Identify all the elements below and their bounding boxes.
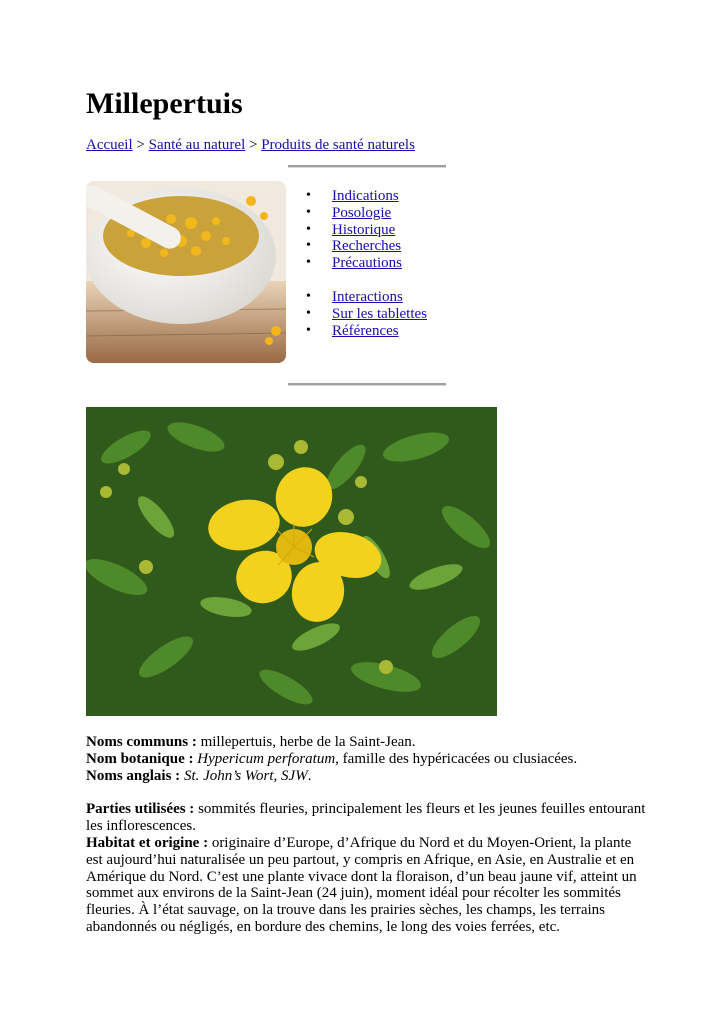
breadcrumb-link-accueil[interactable]: Accueil <box>86 137 133 153</box>
botanical-name-line <box>86 751 646 768</box>
habitat-line <box>86 835 646 936</box>
divider-top <box>288 165 446 168</box>
toc-item <box>306 222 402 239</box>
english-names-line <box>86 768 646 785</box>
habitat-label: Habitat et origine : <box>86 834 209 851</box>
toc-link-precautions[interactable]: Précautions <box>332 255 402 272</box>
toc-list-secondary <box>306 289 427 339</box>
english-names-label: Noms anglais : <box>86 767 181 784</box>
parts-used-value: sommités fleuries, principalement les fleurs et les jeunes feuilles entourant les inflorescences. <box>86 801 646 835</box>
toc-item <box>306 238 402 255</box>
botanical-name-rest: , famille des hypéricacées ou clusiacées. <box>335 750 578 767</box>
plant-info <box>86 734 646 936</box>
habitat-value: originaire d’Europe, d’Afrique du Nord et du Moyen-Orient, la plante est aujourd’hui naturalisée un peu partout, y compris en Afrique, en Asie, en Australie et en Amérique du Nord. C’est une plante vivace dont la floraison, d’un beau jaune vif, atteint un sommet aux environs de la Saint-Jean (24 juin), moment idéal pour récolter les sommités fleuries. À l’état sauvage, on la trouve dans les prairies sèches, les champs, les terrains abandonnés ou négligés, en bordure des chemins, le long des voies ferrées, etc. <box>86 834 637 935</box>
divider-bottom <box>288 383 446 386</box>
toc-list-primary <box>306 188 402 272</box>
breadcrumb-separator: > <box>136 137 145 153</box>
toc-link-tablettes[interactable]: Sur les tablettes <box>332 305 427 322</box>
toc-item <box>306 306 427 323</box>
common-names-value: millepertuis, herbe de la Saint-Jean. <box>200 734 416 750</box>
toc-item <box>306 188 402 205</box>
common-names-label: Noms communs : <box>86 734 197 750</box>
toc-link-historique[interactable]: Historique <box>332 221 396 238</box>
botanical-name-italic: Hypericum perforatum <box>197 750 336 767</box>
mortar-illustration <box>86 181 286 363</box>
flower-photo <box>86 407 497 716</box>
breadcrumb-link-sante[interactable]: Santé au naturel <box>148 137 246 153</box>
botanical-name-label: Nom botanique : <box>86 750 194 767</box>
toc-link-recherches[interactable]: Recherches <box>332 238 402 255</box>
toc-link-references[interactable]: Références <box>332 322 399 339</box>
toc-item <box>306 205 402 222</box>
parts-used-line <box>86 801 646 835</box>
mortar-image <box>86 181 286 363</box>
common-names-line <box>86 734 646 751</box>
toc-item <box>306 289 427 306</box>
toc-link-interactions[interactable]: Interactions <box>332 289 403 305</box>
toc-link-posologie[interactable]: Posologie <box>332 204 392 221</box>
breadcrumb-link-produits[interactable]: Produits de santé naturels <box>261 137 415 153</box>
english-names-rest: . <box>307 767 312 784</box>
toc-item <box>306 323 427 340</box>
toc-item <box>306 255 402 272</box>
page-title: Millepertuis <box>86 87 243 120</box>
parts-used-label: Parties utilisées : <box>86 801 195 818</box>
toc-link-indications[interactable]: Indications <box>332 188 399 204</box>
breadcrumb <box>86 136 415 154</box>
english-names-italic: St. John’s Wort, SJW <box>183 767 308 784</box>
flower-illustration <box>86 407 497 716</box>
breadcrumb-separator: > <box>249 137 258 153</box>
